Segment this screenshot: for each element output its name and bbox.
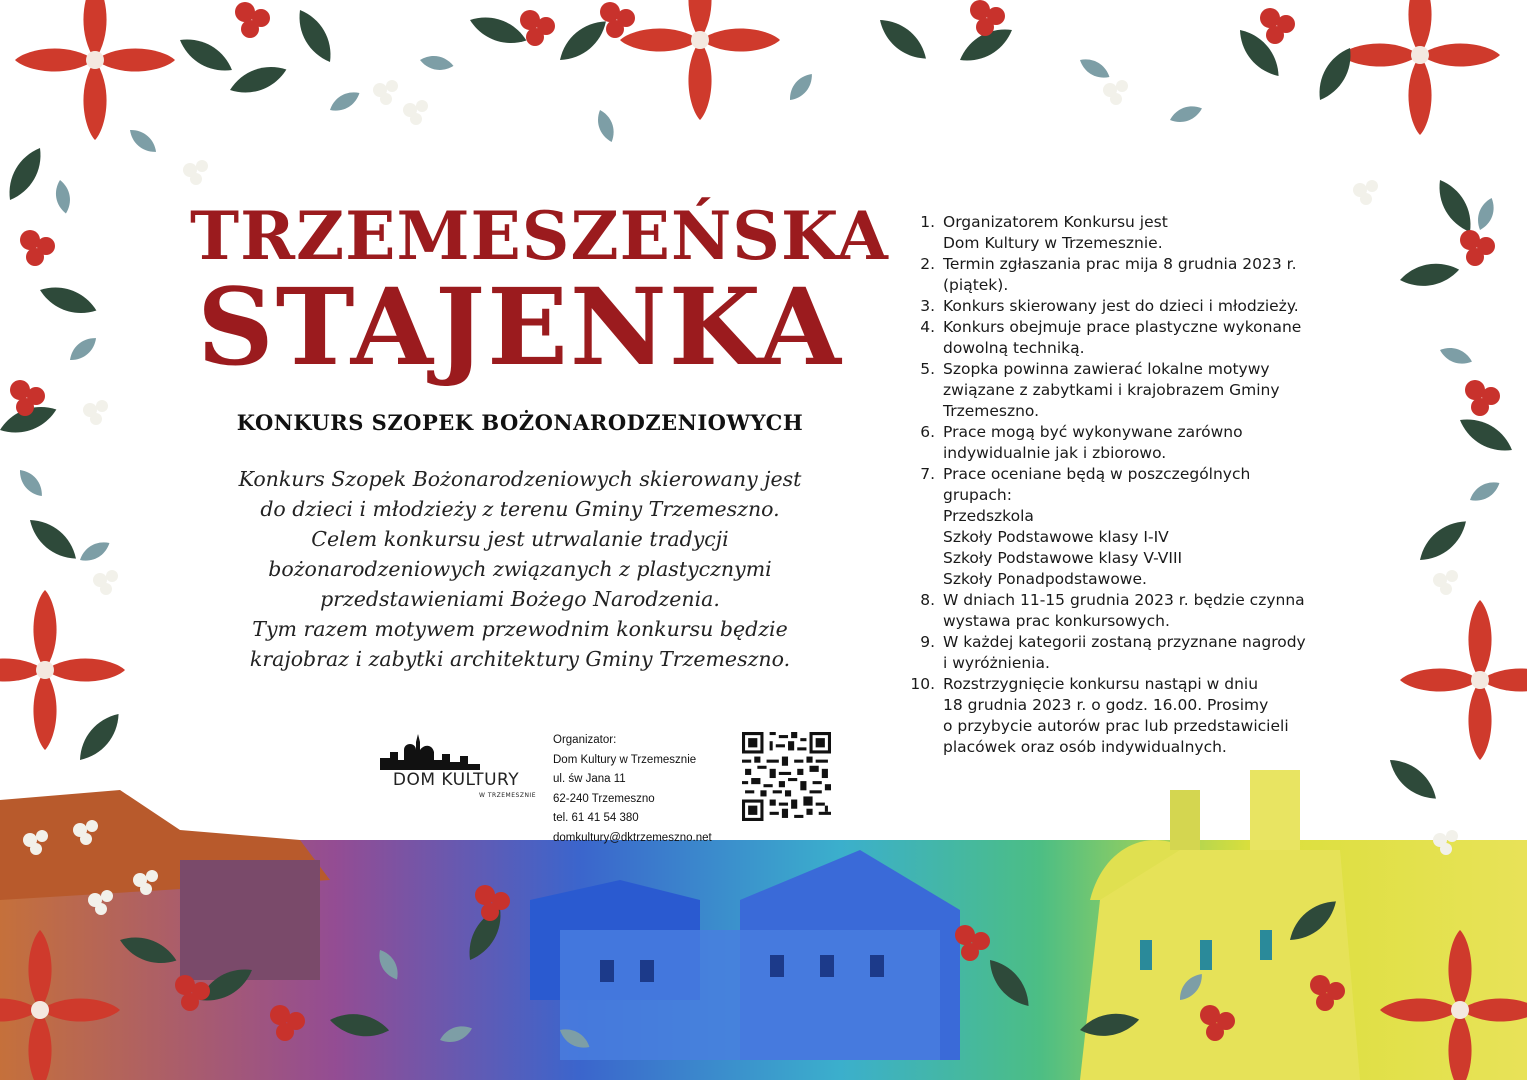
rule-text: Konkurs skierowany jest do dzieci i młodzieży.: [943, 297, 1299, 315]
rule-text: i wyróżnienia.: [943, 654, 1050, 672]
organizer-name: Dom Kultury w Trzemesznie: [553, 753, 697, 766]
rule-number: 6.: [920, 423, 935, 441]
title-line-1: TRZEMESZEŃSKA: [190, 197, 889, 275]
intro-line: Konkurs Szopek Bożonarodzeniowych skierowany jest: [238, 467, 802, 491]
rule-text: indywidualnie jak i zbiorowo.: [943, 444, 1167, 462]
rule-text: Rozstrzygnięcie konkursu nastąpi w dniu: [943, 675, 1259, 693]
rule-number: 3.: [920, 297, 935, 315]
subtitle: KONKURS SZOPEK BOŻONARODZENIOWYCH: [236, 410, 804, 435]
rule-text: grupach:: [943, 486, 1012, 504]
intro-line: Tym razem motywem przewodnim konkursu będzie: [252, 617, 788, 641]
rule-item: [905, 632, 1375, 674]
rule-text: Dom Kultury w Trzemesznie.: [943, 234, 1163, 252]
rule-number: 1.: [920, 213, 935, 231]
rule-item: [905, 317, 1375, 359]
rule-number: 7.: [920, 465, 935, 483]
rule-text: Prace oceniane będą w poszczególnych: [943, 465, 1251, 483]
logo-name: DOM KULTURY: [392, 770, 520, 790]
rule-text: (piątek).: [943, 276, 1009, 294]
intro-line: do dzieci i młodzieży z terenu Gminy Trzemeszno.: [260, 497, 780, 521]
qr-code: [742, 732, 831, 821]
rule-item: [905, 212, 1375, 254]
title-line-2: STAJENKA: [197, 264, 843, 389]
rule-text: Szkoły Ponadpodstawowe.: [943, 570, 1147, 588]
logo-subtitle: W TRZEMESZNIE: [478, 792, 536, 799]
rule-text: dowolną techniką.: [943, 339, 1085, 357]
organizer-street: ul. św Jana 11: [553, 773, 626, 785]
rule-number: 5.: [920, 360, 935, 378]
intro-paragraph: [190, 464, 850, 674]
rule-text: Prace mogą być wykonywane zarówno: [943, 423, 1243, 441]
intro-line: bożonarodzeniowych związanych z plastycznymi: [268, 557, 772, 581]
rule-text: wystawa prac konkursowych.: [943, 612, 1170, 630]
rule-text: placówek oraz osób indywidualnych.: [943, 738, 1227, 756]
rules-list: [905, 212, 1375, 758]
organizer-label: Organizator:: [553, 734, 617, 746]
rule-item: [905, 296, 1375, 317]
rule-item: [905, 422, 1375, 464]
rule-text: Konkurs obejmuje prace plastyczne wykonane: [943, 318, 1302, 336]
organizer-info: [553, 731, 712, 848]
intro-line: przedstawieniami Bożego Narodzenia.: [320, 587, 720, 611]
rule-number: 8.: [920, 591, 935, 609]
rule-text: Organizatorem Konkursu jest: [943, 213, 1168, 231]
rule-text: związane z zabytkami i krajobrazem Gminy: [943, 381, 1280, 399]
rule-number: 4.: [920, 318, 935, 336]
rule-text: W każdej kategorii zostaną przyznane nagrody: [943, 633, 1306, 651]
organizer-email: domkultury@dktrzemeszno.net: [553, 831, 712, 844]
rule-text: Szopka powinna zawierać lokalne motywy: [943, 360, 1270, 378]
rule-text: o przybycie autorów prac lub przedstawicieli: [943, 717, 1289, 735]
rule-text: Termin zgłaszania prac mija 8 grudnia 2023 r.: [943, 255, 1297, 273]
rule-text: W dniach 11-15 grudnia 2023 r. będzie czynna: [943, 591, 1305, 609]
organizer-city: 62-240 Trzemeszno: [553, 792, 655, 805]
rule-number: 9.: [920, 633, 935, 651]
rule-item: [905, 674, 1375, 758]
rule-text: Trzemeszno.: [943, 402, 1040, 420]
intro-line: Celem konkursu jest utrwalanie tradycji: [311, 527, 729, 551]
rule-item: [905, 464, 1375, 590]
rule-item: [905, 590, 1375, 632]
intro-line: krajobraz i zabytki architektury Gminy Trzemeszno.: [249, 647, 791, 671]
rule-text: Szkoły Podstawowe klasy I-IV: [943, 528, 1169, 546]
rule-item: [905, 254, 1375, 296]
rule-text: 18 grudnia 2023 r. o godz. 16.00. Prosimy: [943, 696, 1269, 714]
rule-number: 2.: [920, 255, 935, 273]
rule-text: Przedszkola: [943, 507, 1034, 525]
rule-text: Szkoły Podstawowe klasy V-VIII: [943, 549, 1183, 567]
rule-number: 10.: [910, 675, 935, 693]
organizer-phone: tel. 61 41 54 380: [553, 812, 639, 824]
rule-item: [905, 359, 1375, 422]
